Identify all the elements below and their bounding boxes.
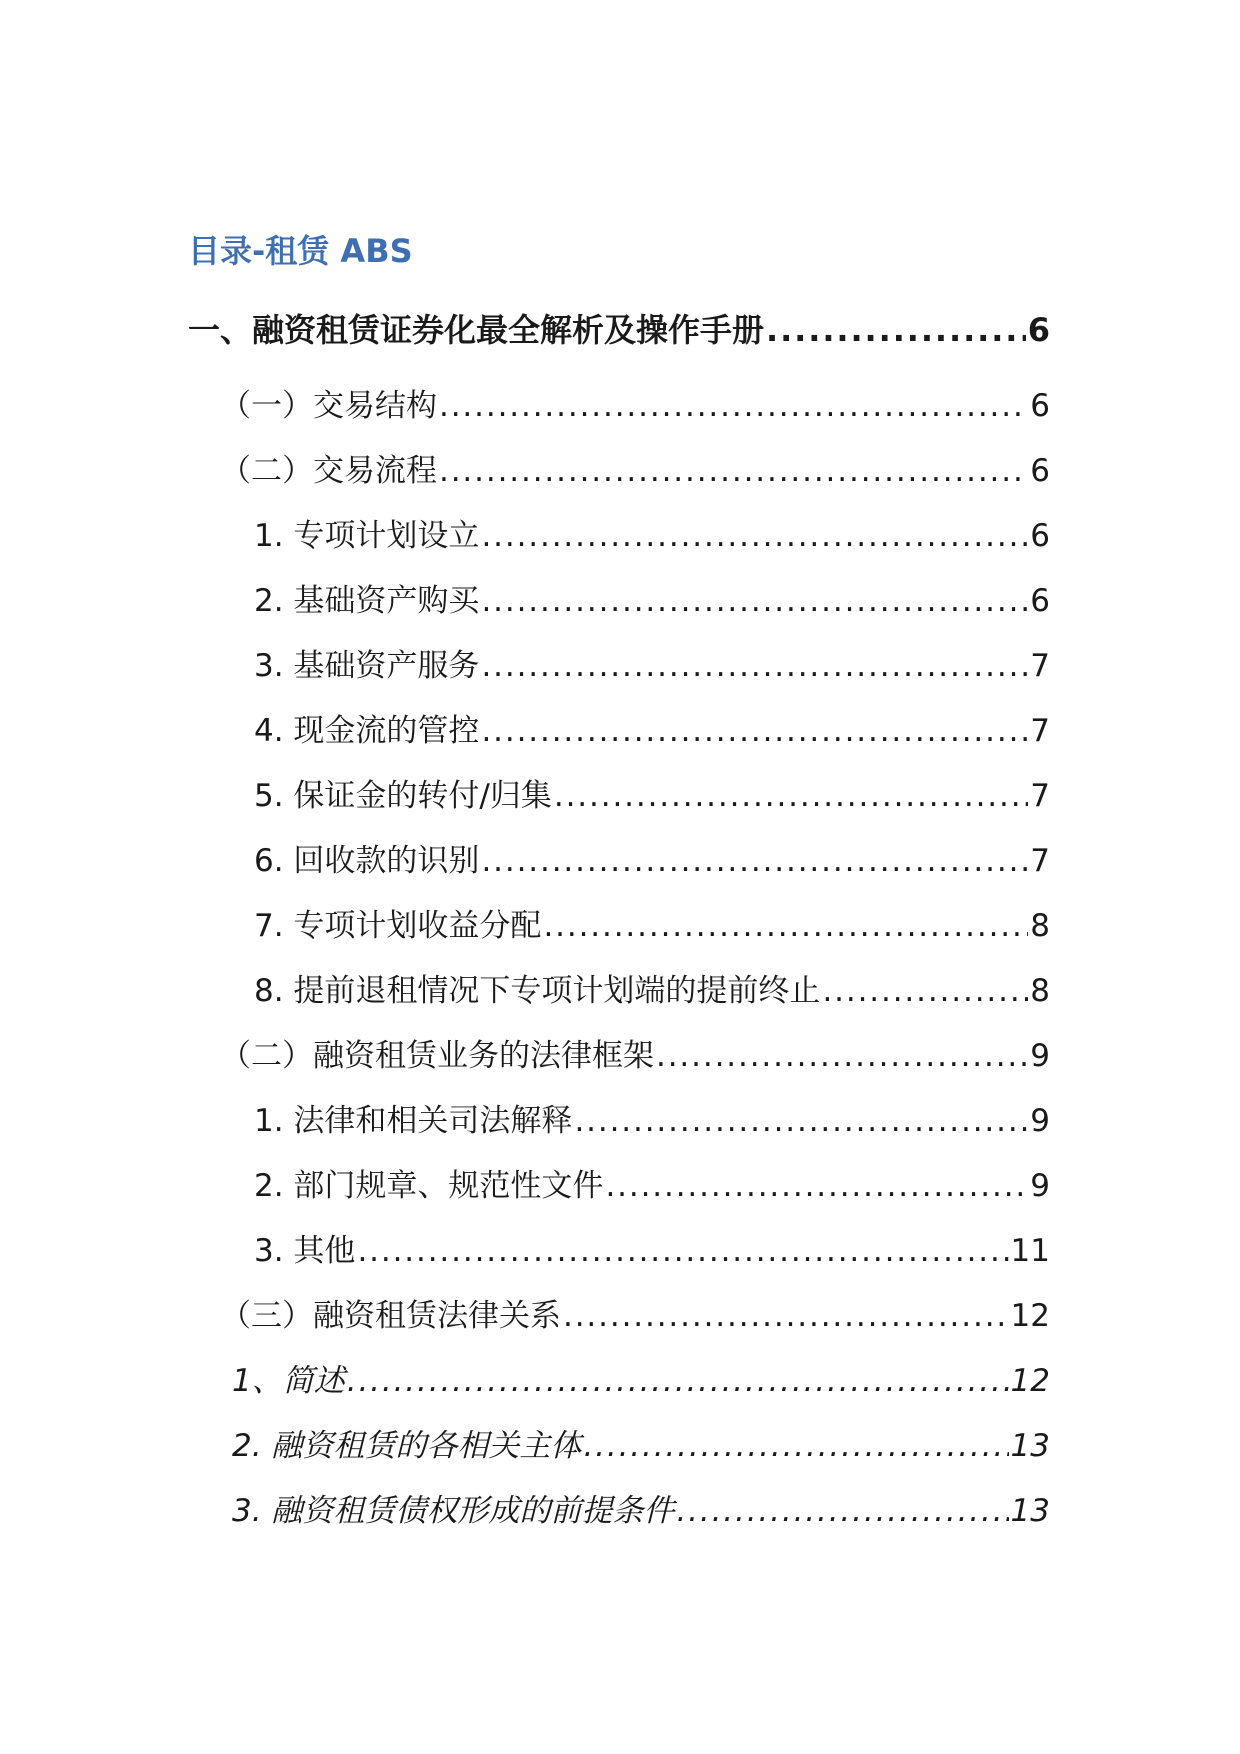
dot-leader — [583, 1424, 1008, 1468]
toc-entry-text: 一、融资租赁证券化最全解析及操作手册 — [188, 311, 765, 349]
toc-entry-section-legal-framework[interactable] — [220, 1034, 1050, 1078]
dot-leader — [656, 1034, 1028, 1078]
toc-page-number: 8 — [1030, 973, 1050, 1009]
toc-page-number: 13 — [1010, 1428, 1050, 1464]
toc-entry-subsection-3[interactable] — [254, 644, 1050, 688]
toc-entry-subsection-other[interactable] — [254, 1229, 1050, 1273]
toc-page-number: 9 — [1030, 1168, 1050, 1204]
toc-page-number: 12 — [1010, 1298, 1050, 1334]
toc-entry-subsection-2[interactable] — [254, 579, 1050, 623]
toc-entry-text: （一）交易结构 — [220, 388, 437, 424]
toc-page-number: 13 — [1010, 1493, 1050, 1529]
toc-page-number: 7 — [1030, 713, 1050, 749]
toc-entry-text: 1. 专项计划设立 — [254, 518, 480, 554]
toc-entry-text: 2. 基础资产购买 — [254, 583, 480, 619]
dot-leader — [543, 904, 1028, 948]
toc-page-number: 7 — [1030, 778, 1050, 814]
toc-entry-text: （二）交易流程 — [220, 453, 437, 489]
toc-entry-text: 4. 现金流的管控 — [254, 713, 480, 749]
dot-leader — [481, 579, 1028, 623]
toc-entry-text: 3. 其他 — [254, 1233, 356, 1269]
dot-leader — [605, 1164, 1028, 1208]
dot-leader — [822, 969, 1028, 1013]
dot-leader — [481, 514, 1028, 558]
toc-entry-text: （三）融资租赁法律关系 — [220, 1298, 561, 1334]
toc-entry-subsection-overview[interactable] — [232, 1359, 1050, 1403]
toc-page-number: 6 — [1030, 453, 1050, 489]
toc-entry-text: 3. 基础资产服务 — [254, 648, 480, 684]
toc-page-number: 6 — [1027, 311, 1050, 349]
dot-leader — [574, 1099, 1028, 1143]
toc-page-number: 6 — [1030, 388, 1050, 424]
toc-entry-subsection-4[interactable] — [254, 709, 1050, 753]
toc-entry-subsection-7[interactable] — [254, 904, 1050, 948]
toc-page-number: 9 — [1030, 1103, 1050, 1139]
toc-page-number: 6 — [1030, 518, 1050, 554]
toc-entry-subsection-6[interactable] — [254, 839, 1050, 883]
toc-entry-text: 2. 部门规章、规范性文件 — [254, 1168, 604, 1204]
toc-entry-text: （二）融资租赁业务的法律框架 — [220, 1038, 654, 1074]
toc-entry-text: 1. 法律和相关司法解释 — [254, 1103, 573, 1139]
dot-leader — [554, 774, 1028, 818]
toc-entry-text: 3. 融资租赁债权形成的前提条件 — [232, 1493, 675, 1529]
toc-page-number: 8 — [1030, 908, 1050, 944]
toc-entry-subsection-parties[interactable] — [232, 1424, 1050, 1468]
toc-entry-chapter-1[interactable] — [188, 308, 1050, 352]
dot-leader — [439, 449, 1028, 493]
toc-entry-subsection-preconditions[interactable] — [232, 1489, 1050, 1533]
toc-page-number: 7 — [1030, 648, 1050, 684]
toc-entry-text: 6. 回收款的识别 — [254, 843, 480, 879]
toc-entry-text: 1、简述 — [232, 1363, 345, 1399]
toc-page-number: 6 — [1030, 583, 1050, 619]
dot-leader — [347, 1359, 1009, 1403]
toc-entry-text: 5. 保证金的转付/归集 — [254, 778, 552, 814]
toc-title: 目录-租赁 ABS — [188, 232, 413, 270]
toc-entry-section-legal-relations[interactable] — [220, 1294, 1050, 1338]
toc-page-number: 12 — [1010, 1363, 1050, 1399]
toc-page-number: 11 — [1010, 1233, 1050, 1269]
dot-leader — [357, 1229, 1008, 1273]
toc-entry-subsection-8[interactable] — [254, 969, 1050, 1013]
toc-page-number: 7 — [1030, 843, 1050, 879]
dot-leader — [481, 709, 1028, 753]
toc-entry-section-2[interactable] — [220, 449, 1050, 493]
toc-entry-subsection-regulations[interactable] — [254, 1164, 1050, 1208]
toc-entry-text: 7. 专项计划收益分配 — [254, 908, 542, 944]
dot-leader — [563, 1294, 1009, 1338]
dot-leader — [481, 644, 1028, 688]
dot-leader — [676, 1489, 1008, 1533]
dot-leader — [481, 839, 1028, 883]
dot-leader — [439, 384, 1028, 428]
toc-entry-subsection-1[interactable] — [254, 514, 1050, 558]
toc-entry-text: 8. 提前退租情况下专项计划端的提前终止 — [254, 973, 821, 1009]
toc-page-number: 9 — [1030, 1038, 1050, 1074]
toc-entry-subsection-5[interactable] — [254, 774, 1050, 818]
toc-entry-section-1[interactable] — [220, 384, 1050, 428]
toc-entry-text: 2. 融资租赁的各相关主体 — [232, 1428, 582, 1464]
toc-entry-subsection-laws[interactable] — [254, 1099, 1050, 1143]
dot-leader — [766, 308, 1026, 352]
